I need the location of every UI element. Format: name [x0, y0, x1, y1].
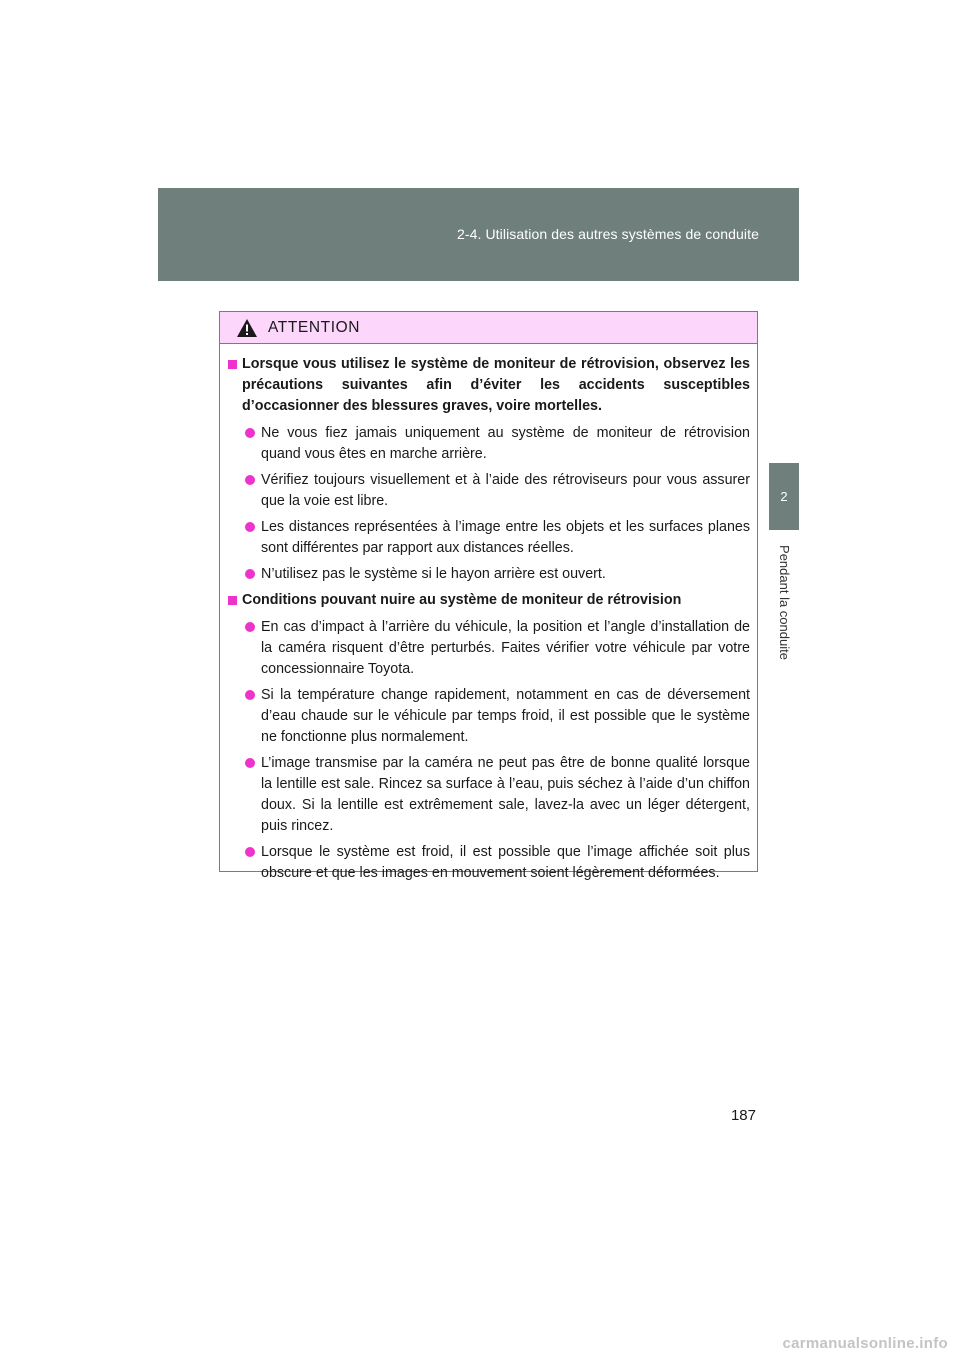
circle-bullet-icon [245, 690, 255, 700]
list-item: N’utilisez pas le système si le hayon arrière est ouvert. [228, 564, 750, 585]
chapter-label [770, 536, 798, 668]
square-bullet-icon [228, 360, 237, 369]
circle-bullet-icon [245, 569, 255, 579]
circle-bullet-icon [245, 622, 255, 632]
list-item: L’image transmise par la caméra ne peut pas être de bonne qualité lorsque la lentille est sale. Rincez sa surface à l’eau, puis séchez à l’aide d’un chiffon doux. Si la lentille est extrêmement sale, lavez-la avec un léger détergent, puis rincez. [228, 753, 750, 837]
list-item: Ne vous fiez jamais uniquement au système de moniteur de rétrovision quand vous êtes en marche arrière. [228, 423, 750, 465]
warning-body [220, 344, 757, 884]
warning-header [220, 312, 757, 344]
warning-triangle-icon [236, 318, 258, 338]
circle-bullet-icon [245, 522, 255, 532]
list-item: Vérifiez toujours visuellement et à l’aide des rétroviseurs pour vous assurer que la voie est libre. [228, 470, 750, 512]
list-item: Lorsque le système est froid, il est possible que l’image affichée soit plus obscure et que les images en mouvement soient légèrement déformées. [228, 842, 750, 884]
section-heading: Lorsque vous utilisez le système de moniteur de rétrovision, observez les précautions suivantes afin d’éviter les accidents susceptibles d’occasionner des blessures graves, voire mortelles. [228, 354, 750, 417]
page-number: 187 [730, 1107, 756, 1124]
circle-bullet-icon [245, 758, 255, 768]
list-item: Si la température change rapidement, notamment en cas de déversement d’eau chaude sur le véhicule par temps froid, il est possible que le système ne fonctionne plus normalement. [228, 685, 750, 748]
watermark: carmanualsonline.info [782, 1335, 948, 1352]
warning-title: ATTENTION [268, 318, 361, 336]
circle-bullet-icon [245, 847, 255, 857]
circle-bullet-icon [245, 475, 255, 485]
circle-bullet-icon [245, 428, 255, 438]
header-band [158, 188, 799, 281]
section-title: 2-4. Utilisation des autres systèmes de conduite [456, 226, 759, 242]
chapter-number: 2 [780, 489, 788, 504]
list-item: En cas d’impact à l’arrière du véhicule, la position et l’angle d’installation de la caméra risquent d’être perturbés. Faites vérifier votre véhicule par votre concessionnaire Toyota. [228, 617, 750, 680]
square-bullet-icon [228, 596, 237, 605]
section-heading: Conditions pouvant nuire au système de moniteur de rétrovision [228, 590, 750, 611]
chapter-tab [769, 463, 799, 530]
warning-box [219, 311, 758, 881]
list-item: Les distances représentées à l’image entre les objets et les surfaces planes sont différentes par rapport aux distances réelles. [228, 517, 750, 559]
chapter-label-text: Pendant la conduite [776, 544, 792, 660]
warning-section [228, 354, 750, 585]
warning-section [228, 590, 750, 884]
